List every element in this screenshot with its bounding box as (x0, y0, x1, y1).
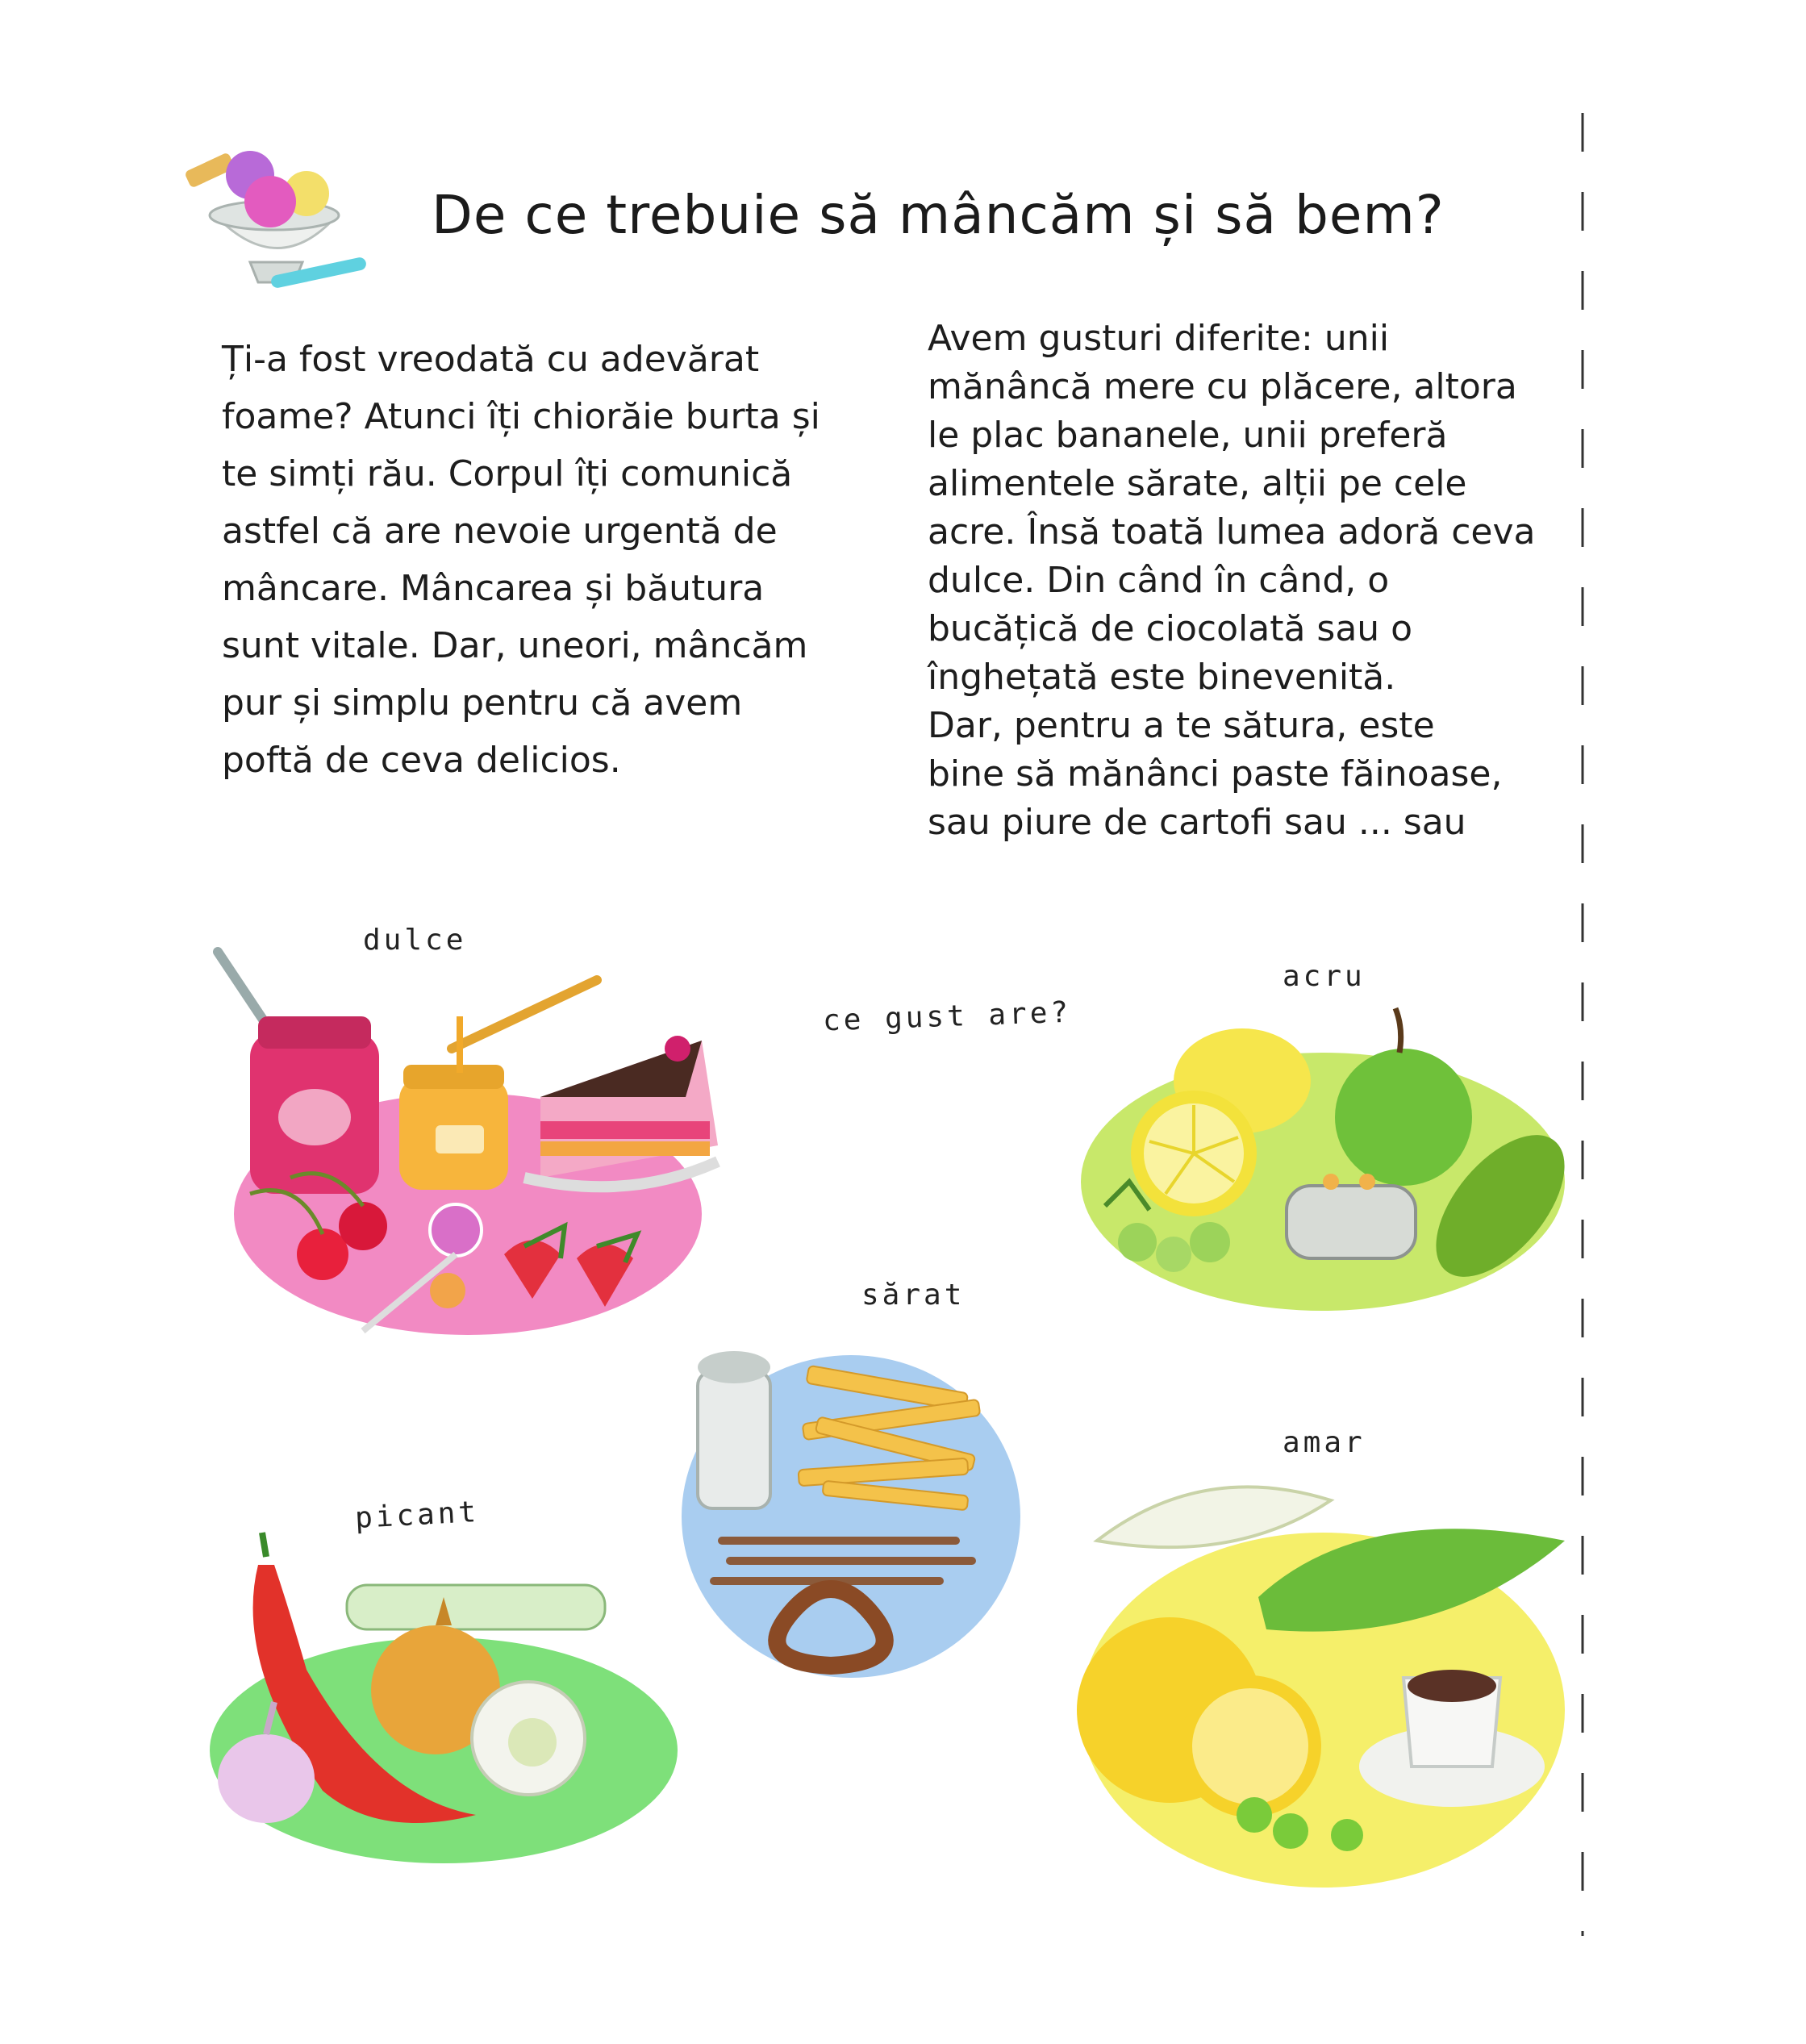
label-sweet: dulce (363, 924, 467, 957)
label-sour: acru (1283, 960, 1366, 993)
label-spicy: picant (354, 1495, 481, 1536)
paragraph-line: bucățică de ciocolată sau o (928, 608, 1413, 649)
paragraph-line: dulce. Din când în când, o (928, 560, 1390, 601)
paragraph-line: sau piure de cartofi sau ... sau (928, 802, 1466, 843)
salty-foods-illustration (669, 1323, 1057, 1686)
paragraph-line: mănâncă mere cu plăcere, altora (928, 366, 1517, 407)
tastes-paragraph (928, 315, 1536, 847)
bitter-foods-illustration (1073, 1468, 1573, 1896)
paragraph-line: astfel că are nevoie urgentă de (222, 511, 778, 552)
sweet-foods-illustration (202, 936, 726, 1339)
sour-foods-illustration (1073, 1012, 1581, 1319)
label-bitter: amar (1283, 1426, 1366, 1459)
paragraph-line: acre. Însă toată lumea adoră ceva (928, 511, 1536, 553)
paragraph-line: sunt vitale. Dar, uneori, mâncăm (222, 625, 808, 666)
paragraph-line: mâncare. Mâncarea și băutura (222, 568, 765, 609)
paragraph-line: înghețată este binevenită. (928, 657, 1396, 698)
label-question: ce gust are? (822, 995, 1072, 1038)
label-salty: sărat (861, 1279, 966, 1312)
paragraph-line: Ți-a fost vreodată cu adevărat (222, 339, 760, 380)
paragraph-line: alimentele sărate, alții pe cele (928, 463, 1467, 504)
spicy-foods-illustration (202, 1549, 686, 1863)
paragraph-line: foame? Atunci îți chiorăie burta și (222, 396, 820, 437)
ice-cream-cup-icon (173, 141, 375, 302)
page-title: De ce trebuie să mâncăm și să bem? (432, 184, 1445, 246)
intro-paragraph (222, 331, 820, 789)
paragraph-line: Avem gusturi diferite: unii (928, 318, 1390, 359)
paragraph-line: pur și simplu pentru că avem (222, 682, 743, 724)
paragraph-line: te simți rău. Corpul îți comunică (222, 453, 793, 494)
paragraph-line: Dar, pentru a te sătura, este (928, 705, 1435, 746)
cut-line (1581, 113, 1584, 1936)
paragraph-line: le plac bananele, unii preferă (928, 415, 1448, 456)
paragraph-line: poftă de ceva delicios. (222, 740, 621, 781)
paragraph-line: bine să mănânci paste făinoase, (928, 753, 1503, 795)
